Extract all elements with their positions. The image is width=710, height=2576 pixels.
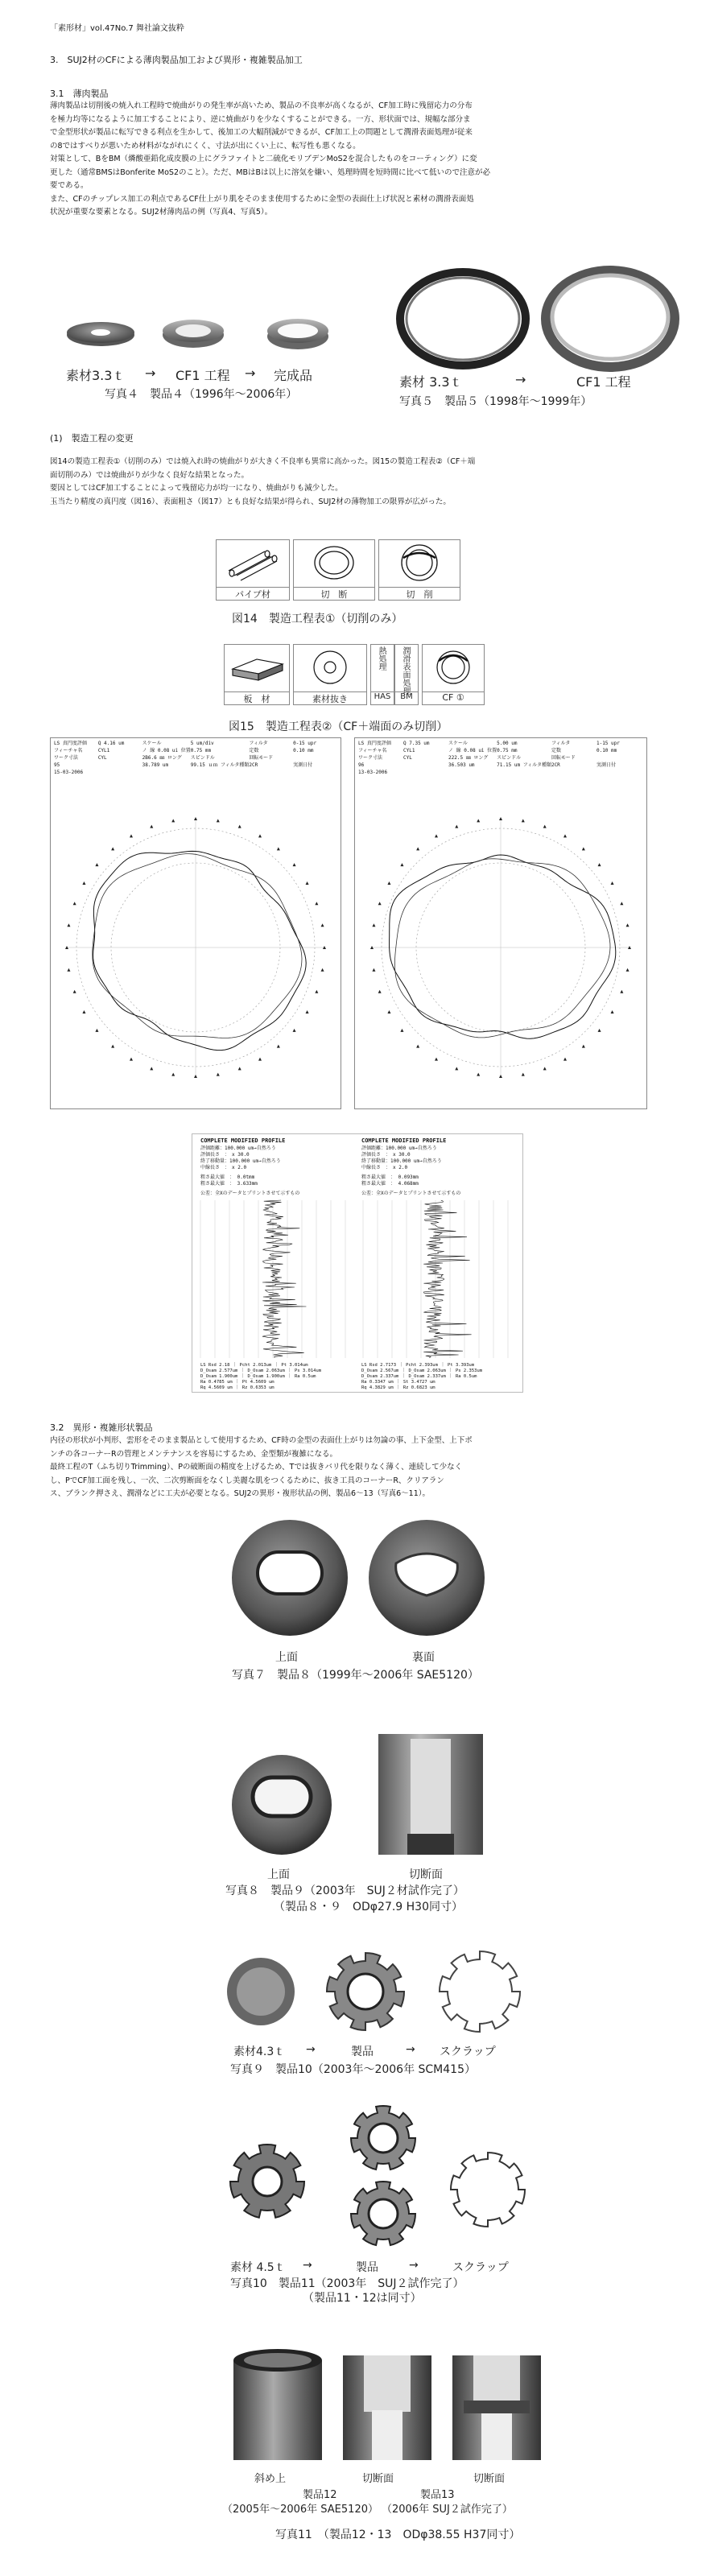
angle-tick — [238, 1067, 241, 1070]
photo-11-years-12: （2005年〜2006年 SAE5120） — [222, 2504, 378, 2516]
fig15-cell-bm — [394, 644, 419, 705]
roundness-right-header-cell: 36.503 um — [448, 762, 475, 768]
angle-tick — [620, 990, 623, 993]
fig15-label-cf: CF ① — [423, 691, 484, 703]
roundness-right-header-cell: 1-15 upr — [596, 741, 620, 746]
roundness-right-header-cell: フィルタ — [551, 741, 571, 746]
roundness-left-header-cell: LS 真円度評価 — [54, 741, 87, 746]
photo-9-scrap: スクラップ — [440, 2046, 496, 2058]
roughness-params-left: 評価距離：100.000 um→自然ろう 評価長さ ： x 30.0 終了移動量：100.000 um→自然ろう 中線長さ ： x 2.0 粗さ最大値 ： 0.0tmm 粗さ最大値 ： 3.633mm 公差：全Xのデータとプリントさせて示すもの — [200, 1146, 300, 1196]
fig14-cell-pipe — [216, 539, 290, 601]
photo-10 — [222, 2101, 592, 2305]
roughness-title-right: COMPLETE MODIFIED PROFILE — [361, 1137, 447, 1144]
roundness-right-header-cell: 定数 — [551, 748, 561, 753]
roughness-profile-line — [262, 1200, 306, 1358]
roughness-title-left: COMPLETE MODIFIED PROFILE — [200, 1137, 286, 1144]
angle-tick — [150, 825, 153, 828]
photo-8-image — [225, 1731, 531, 1860]
roundness-right-header-cell: CYL — [403, 755, 412, 761]
roundness-right-header-cell — [596, 754, 642, 762]
process-change-title: (1) 製造工程の変更 — [50, 433, 134, 444]
angle-tick — [400, 1029, 403, 1032]
photo-11-caption: 写真11 （製品12・13 ODφ38.55 H37同寸） — [275, 2529, 521, 2541]
angle-tick — [315, 902, 318, 905]
pipe-drawing-icon — [217, 540, 289, 585]
roundness-chart-right — [354, 737, 647, 1109]
roundness-trace-2 — [395, 859, 611, 1038]
roundness-right-header-cell: 222.5 ㎜ ロング — [448, 755, 489, 761]
photo-7-back-label: 裏面 — [412, 1651, 435, 1664]
fig14-label-machining: 切 削 — [379, 587, 460, 601]
photo-4-caption: 写真４ 製品４（1996年〜2006年） — [105, 388, 298, 401]
angle-tick — [582, 847, 585, 850]
fig15-cell-plate — [224, 644, 290, 705]
roundness-chart-left — [50, 737, 341, 1109]
photo-10-scrap: スクラップ — [452, 2261, 509, 2274]
roundness-left-header-cell: ワーク寸法 — [54, 755, 79, 761]
roundness-left-header-cell: CYL1 — [97, 748, 110, 753]
angle-tick — [372, 923, 375, 927]
roundness-right-header-cell: CYL1 — [403, 748, 415, 753]
angle-tick — [217, 1073, 220, 1076]
angle-tick — [522, 819, 525, 822]
roundness-left-header-cell: スピンドル — [190, 755, 215, 761]
roundness-right-header-cell — [403, 762, 448, 769]
photo-7-image — [225, 1513, 499, 1642]
process-change-paragraph: 図14の製造工程表①（切削のみ）では焼入れ時の焼曲がりが大きく不良率も異常に高かった。図15の製造工程表②（CF＋端 面切削のみ）では焼曲がりが少なく良好な結果となった。 要因としてはCF加工することによって残留応力が均一になり、焼曲がりも減少した。 玉当たり精度の真円度（図16）、表面粗さ（図17）とも良好な結果が得られ、SUJ2材の薄物加工の限界が広がった。 — [50, 457, 476, 506]
angle-tick — [543, 825, 547, 828]
angle-tick — [416, 847, 419, 850]
angle-tick — [582, 1045, 585, 1048]
machined-ring-icon — [379, 540, 460, 585]
photo-7-top-label: 上面 — [275, 1651, 298, 1664]
angle-tick — [293, 1029, 296, 1032]
angle-tick — [130, 1058, 133, 1061]
roundness-trace-1 — [390, 855, 616, 1038]
photo-5-image — [394, 266, 684, 370]
roundness-right-header-cell: ワーク寸法 — [358, 755, 383, 761]
photo-4-arrow-1: → — [145, 365, 156, 381]
photo-10-caption: 写真10 製品11（2003年 SUJ２試作完了） — [230, 2277, 464, 2290]
angle-tick — [435, 834, 438, 837]
cut-ring-icon — [294, 540, 374, 585]
angle-tick — [258, 1058, 262, 1061]
photo-8-top-label: 上面 — [267, 1868, 290, 1881]
section-3-2-paragraph: 内径の形状が小判形、雲形をそのまま製品として使用するため、CF時の金型の表面仕上がりは勿論の事、上下金型、上下ポ ンチの各コーナーRの管理とメンテナンスを容易にするため、金型類が複雑になる。 最終工程のT（ふち切りTrimming）、Pの破断面の精度を上げるため、Tでは抜きバリ代を限りなく薄く、連続して少なく し、PでCF加工面を残し、一次、二次剪断面をなくし美麗な肌をつくるために、抜き工具のコーナーR、クリアラン ス、ブランク押さえ、潤滑などに工夫が必要となる。SUJ2の異形・複形状品の例、製品6〜13（写真6〜11）。 — [50, 1436, 473, 1498]
angle-tick — [499, 1075, 502, 1078]
angle-tick — [387, 881, 390, 885]
angle-tick — [130, 834, 133, 837]
roundness-left-header-cell: フィルタ — [249, 741, 268, 746]
roughness-profile — [192, 1133, 523, 1393]
roundness-left-header-cell: 実測日付 — [293, 762, 313, 768]
angle-tick — [171, 1073, 175, 1076]
angle-tick — [321, 923, 324, 927]
photo-5 — [394, 266, 692, 415]
angle-tick — [477, 819, 480, 822]
photo-4-finished: 完成品 — [274, 368, 313, 383]
angle-tick — [477, 1073, 480, 1076]
roundness-right-header-cell: 0.10 mm — [596, 748, 617, 753]
angle-tick — [372, 968, 375, 972]
photo-5-material: 素材 3.3ｔ — [399, 374, 463, 390]
photo-5-caption: 写真５ 製品５（1998年〜1999年） — [399, 395, 592, 408]
roundness-left-header-cell — [98, 762, 142, 769]
roughness-profile-line — [423, 1200, 471, 1358]
roundness-left-header-cell — [293, 754, 337, 762]
angle-tick — [73, 990, 76, 993]
photo-11-product-12: 製品12 — [303, 2489, 337, 2501]
roundness-right-header-cell: スケール — [448, 741, 468, 746]
angle-tick — [626, 923, 630, 927]
photo-10-material: 素材 4.5ｔ — [230, 2261, 286, 2274]
photo-8-caption: 写真８ 製品９（2003年 SUJ２材試作完了） — [225, 1885, 464, 1897]
fig14-label-pipe: パイプ材 — [217, 587, 289, 601]
roundness-right-header-cell: スピンドル — [497, 755, 522, 761]
roundness-right-header-cell: Q 7.35 um — [403, 741, 430, 746]
roundness-right-header-cell: 2CR — [551, 762, 560, 768]
angle-tick — [598, 1029, 601, 1032]
section-3-1-title: 3.1 薄肉製品 — [50, 89, 109, 99]
roundness-right-header-cell: LS 真円度評価 — [358, 741, 391, 746]
angle-tick — [620, 902, 623, 905]
angle-tick — [321, 968, 324, 972]
fig15-label-blanking: 素材抜き — [294, 691, 366, 705]
photo-9-image — [222, 1948, 592, 2037]
figure-15-caption: 図15 製造工程表②（CF＋端面のみ切削） — [229, 720, 448, 733]
roughness-trace — [192, 1200, 522, 1361]
roundness-plot-left — [51, 786, 341, 1108]
angle-tick — [387, 1010, 390, 1013]
section-3-2-title: 3.2 異形・複雑形状製品 — [50, 1422, 153, 1433]
gear-product-bore — [348, 1974, 383, 2009]
fig15-cell-has — [370, 644, 394, 705]
roundness-left-header-cell: 38.789 um — [142, 762, 169, 768]
roundness-right-header-cell: 実測日付 — [596, 762, 616, 768]
angle-tick — [293, 863, 296, 866]
angle-tick — [400, 863, 403, 866]
gear-scrap — [440, 1951, 520, 2032]
roundness-left-header-cell: 0.10 mm — [293, 748, 314, 753]
blank-disc-face — [237, 1967, 285, 2016]
roundness-right-header-cell: 0.75 mm — [497, 748, 518, 753]
angle-tick — [598, 863, 601, 866]
blank-disc-icon — [294, 645, 366, 690]
photo-10-image — [222, 2101, 592, 2254]
photo-11-angled-label: 斜め上 — [254, 2473, 287, 2485]
angle-tick — [416, 1045, 419, 1048]
angle-tick — [563, 1058, 567, 1061]
figure-14-caption: 図14 製造工程表①（切削のみ） — [232, 613, 403, 625]
roundness-right-header-cell: フィーチャ名 — [358, 748, 387, 753]
roundness-right-header-cell: ノ 線 0.08 ui 位置 — [448, 748, 497, 753]
angle-tick — [435, 1058, 438, 1061]
angle-tick — [378, 990, 382, 993]
photo-9-caption: 写真９ 製品10（2003年〜2006年 SCM415） — [230, 2063, 476, 2076]
angle-tick — [194, 1075, 197, 1078]
roundness-left-header-cell: 定数 — [249, 748, 259, 753]
angle-tick — [522, 1073, 525, 1076]
photo-10-arrow-1: → — [303, 2259, 312, 2272]
fig14-cell-machining — [378, 539, 460, 601]
roundness-left-header-cell: 2B6.6 ㎜ ロング — [142, 755, 182, 761]
photo-11-section-1: 切断面 — [362, 2473, 394, 2485]
page-header: 「素形材」vol.47No.7 舞社論文抜粋 — [50, 24, 184, 33]
roundness-right-header-cell: 71.15 um フィルタ種類 — [497, 762, 551, 768]
photo-8 — [225, 1731, 531, 1916]
angle-tick — [455, 1067, 458, 1070]
figure-15 — [224, 644, 586, 741]
photo-10-caption-sub: （製品11・12は同寸） — [303, 2292, 422, 2305]
photo-7-caption: 写真７ 製品８（1999年〜2006年 SAE5120） — [232, 1669, 479, 1682]
photo-9-arrow-2: → — [406, 2043, 415, 2056]
photo-11-section-2: 切断面 — [473, 2473, 506, 2485]
angle-tick — [611, 1010, 614, 1013]
roughness-params-right: 評価距離：100.000 um→自然ろう 評価長さ ： x 30.0 終了移動量：100.000 um→自然ろう 中線長さ ： x 2.0 粗さ最大値 ： 0.093mm 粗さ最大値 ： 4.068mm 公差：全Xのデータとプリントさせて示すもの — [361, 1146, 461, 1196]
photo-10-arrow-2: → — [409, 2259, 419, 2272]
angle-tick — [82, 1010, 85, 1013]
figure-14 — [216, 539, 489, 628]
photo-10-product: 製品 — [356, 2261, 378, 2274]
section-3-1-paragraph: 薄肉製品は切削後の焼入れ工程時で焼曲がりの発生率が高いため、製品の不良率が高くなるが、CF加工時に残留応力の分布 を極力均等になるように加工することにより、逆に焼曲がりを少なくすることができる。一方、形状面では、規幅な部分ま で金型形状が製品に転写できる利点を生かして、後加工の大幅削減ができるが、CF加工上の問題として潤滑表面処理が従来 の8ではすべりが悪いため材料がながれにくく、寸法が出にくい上に、転写性も悪くなる。 対策として、BをBM（燐酸亜鉛化成皮膜の上にグラファイトと二硫化モリブデンMoS2を混合したものをコーティング）に変 更した（通常BMSはBonferite MoS2のこと）。ただ、MBはBは以上に溶気を嫌い、処理時間を短時間に比べて低いので注意が必 要である。 また、CFのチップレス加工の利点であるCF仕上がり肌をそのまま使用するために金型の表面仕上げ状況と素材の潤滑表面処 状況が重要な要素となる。SUJ2材薄肉品の例（写真4、写真5）。 — [50, 101, 490, 217]
photo-5-cf1: CF1 工程 — [576, 374, 631, 390]
roundness-left-header-cell: CYL — [97, 755, 107, 761]
angle-tick — [499, 817, 502, 820]
angle-tick — [277, 1045, 280, 1048]
roundness-trace-1 — [93, 851, 307, 1050]
angle-tick — [171, 819, 175, 822]
roundness-right-header-cell: 回転モード — [551, 755, 576, 761]
photo-8-caption-sub: （製品８・９ ODφ27.9 H30同寸） — [274, 1901, 463, 1913]
angle-tick — [543, 1067, 547, 1070]
fig14-label-cut: 切 断 — [294, 587, 374, 601]
roundness-left-header-cell: スケール — [142, 741, 162, 746]
photo-9-product: 製品 — [351, 2046, 374, 2058]
angle-tick — [306, 1010, 309, 1013]
fig15-label-has: HAS — [371, 691, 394, 701]
roundness-left-header-cell: フィーチャ名 — [54, 748, 83, 753]
photo-4-arrow-2: → — [245, 365, 256, 381]
angle-tick — [306, 881, 309, 885]
angle-tick — [67, 923, 70, 927]
roundness-left-header-cell: 15-03-2006 — [54, 770, 84, 775]
photo-4-material: 素材3.3ｔ — [66, 368, 126, 383]
photo-5-arrow: → — [515, 372, 526, 387]
angle-tick — [217, 819, 220, 822]
fig15-cell-cf — [422, 644, 485, 705]
photo-8-section-label: 切断面 — [409, 1868, 443, 1881]
gear-scrap — [451, 2153, 525, 2227]
roundness-left-header-cell: 99.15 ｕｍ フィルタ種類 — [190, 762, 250, 768]
gear-product-top-bore — [369, 2124, 398, 2153]
angle-tick — [315, 990, 318, 993]
roundness-left-header-cell: ノ 線 0.08 ui 位置 — [142, 748, 191, 753]
fig15-heat-treatment-label: 熱処理 — [377, 646, 386, 671]
fig15-label-bm: BM — [395, 691, 418, 701]
roundness-left-header-cell: 5 um/div — [190, 741, 214, 746]
angle-tick — [455, 825, 458, 828]
angle-tick — [111, 1045, 114, 1048]
roundness-left-header-cell: 2CR — [249, 762, 258, 768]
roughness-stats-right: LS Rsd 2.7173 ｜ Pcht 2.393um ｜ Pt 3.393um D_Osam 2.567um ｜ D_Osam 2.063um ｜ Ps 2.353um D_Osam 2.337um ｜ D_Osam 2.337um ｜ Ra 0.5um Ra 0.3347 um ｜ St 3.4727 um Rq 4.3829 um ｜ Rz 0.6823 um — [361, 1363, 483, 1390]
angle-tick — [626, 968, 630, 972]
photo-4 — [64, 306, 362, 402]
fig15-label-plate: 板 材 — [225, 691, 289, 705]
angle-tick — [150, 1067, 153, 1070]
angle-tick — [277, 847, 280, 850]
angle-tick — [67, 968, 70, 972]
roundness-left-header-cell: 95 — [54, 762, 60, 768]
gear-product-bottom-bore — [369, 2199, 398, 2228]
roundness-right-header-cell: 5.00 um — [497, 741, 518, 746]
angle-tick — [238, 825, 241, 828]
plate-drawing-icon — [225, 645, 289, 690]
roundness-right-header-cell: 13-03-2006 — [358, 770, 388, 775]
roundness-plot-right — [355, 786, 646, 1108]
photo-11-product-13: 製品13 — [420, 2489, 455, 2501]
photo-4-image — [64, 306, 362, 362]
photo-7 — [225, 1513, 499, 1699]
photo-9-material: 素材4.3ｔ — [233, 2046, 286, 2058]
angle-tick — [111, 847, 114, 850]
photo-11-years-13: （2006年 SUJ２試作完了） — [382, 2504, 513, 2516]
photo-11 — [222, 2339, 576, 2557]
photo-9-arrow-1: → — [306, 2043, 316, 2056]
roughness-stats-left: LS Rsd 2.18 ｜ Pcht 2.013um ｜ Pt 3.014um D_Osam 2.577um ｜ D_Osam 2.063um ｜ Ps 3.014um D_Osam 1.900um ｜ D_Osam 1.900um ｜ Ra 0.5um Ra 0.4785 um ｜ Pt 4.5609 um Rq 4.5609 um ｜ Rz 0.6353 um — [200, 1363, 322, 1390]
roundness-left-header-cell: 回転モード — [249, 755, 274, 761]
section-3-title: 3. SUJ2材のCFによる薄肉製品加工および異形・複雑製品加工 — [50, 55, 303, 65]
fig15-lubrication-label: 潤滑表面処理 — [401, 646, 410, 695]
angle-tick — [611, 881, 614, 885]
photo-11-image — [222, 2339, 576, 2468]
angle-tick — [378, 902, 382, 905]
angle-tick — [258, 834, 262, 837]
angle-tick — [82, 881, 85, 885]
angle-tick — [95, 863, 98, 866]
roundness-right-header-cell: 96 — [358, 762, 365, 768]
angle-tick — [95, 1029, 98, 1032]
roundness-left-header-cell: 0.75 mm — [190, 748, 212, 753]
photo-9 — [222, 1948, 592, 2085]
angle-tick — [194, 817, 197, 820]
photo-4-cf1: CF1 工程 — [175, 368, 230, 383]
fig14-cell-cut — [293, 539, 375, 601]
angle-tick — [73, 902, 76, 905]
angle-tick — [563, 834, 567, 837]
roundness-left-header-cell: Q 4.16 um — [97, 741, 125, 746]
fig15-cell-blanking — [293, 644, 367, 705]
cf-ring-icon — [423, 645, 484, 690]
gear-blank-bore — [253, 2167, 282, 2196]
roundness-left-header-cell: 0-15 upr — [293, 741, 317, 746]
